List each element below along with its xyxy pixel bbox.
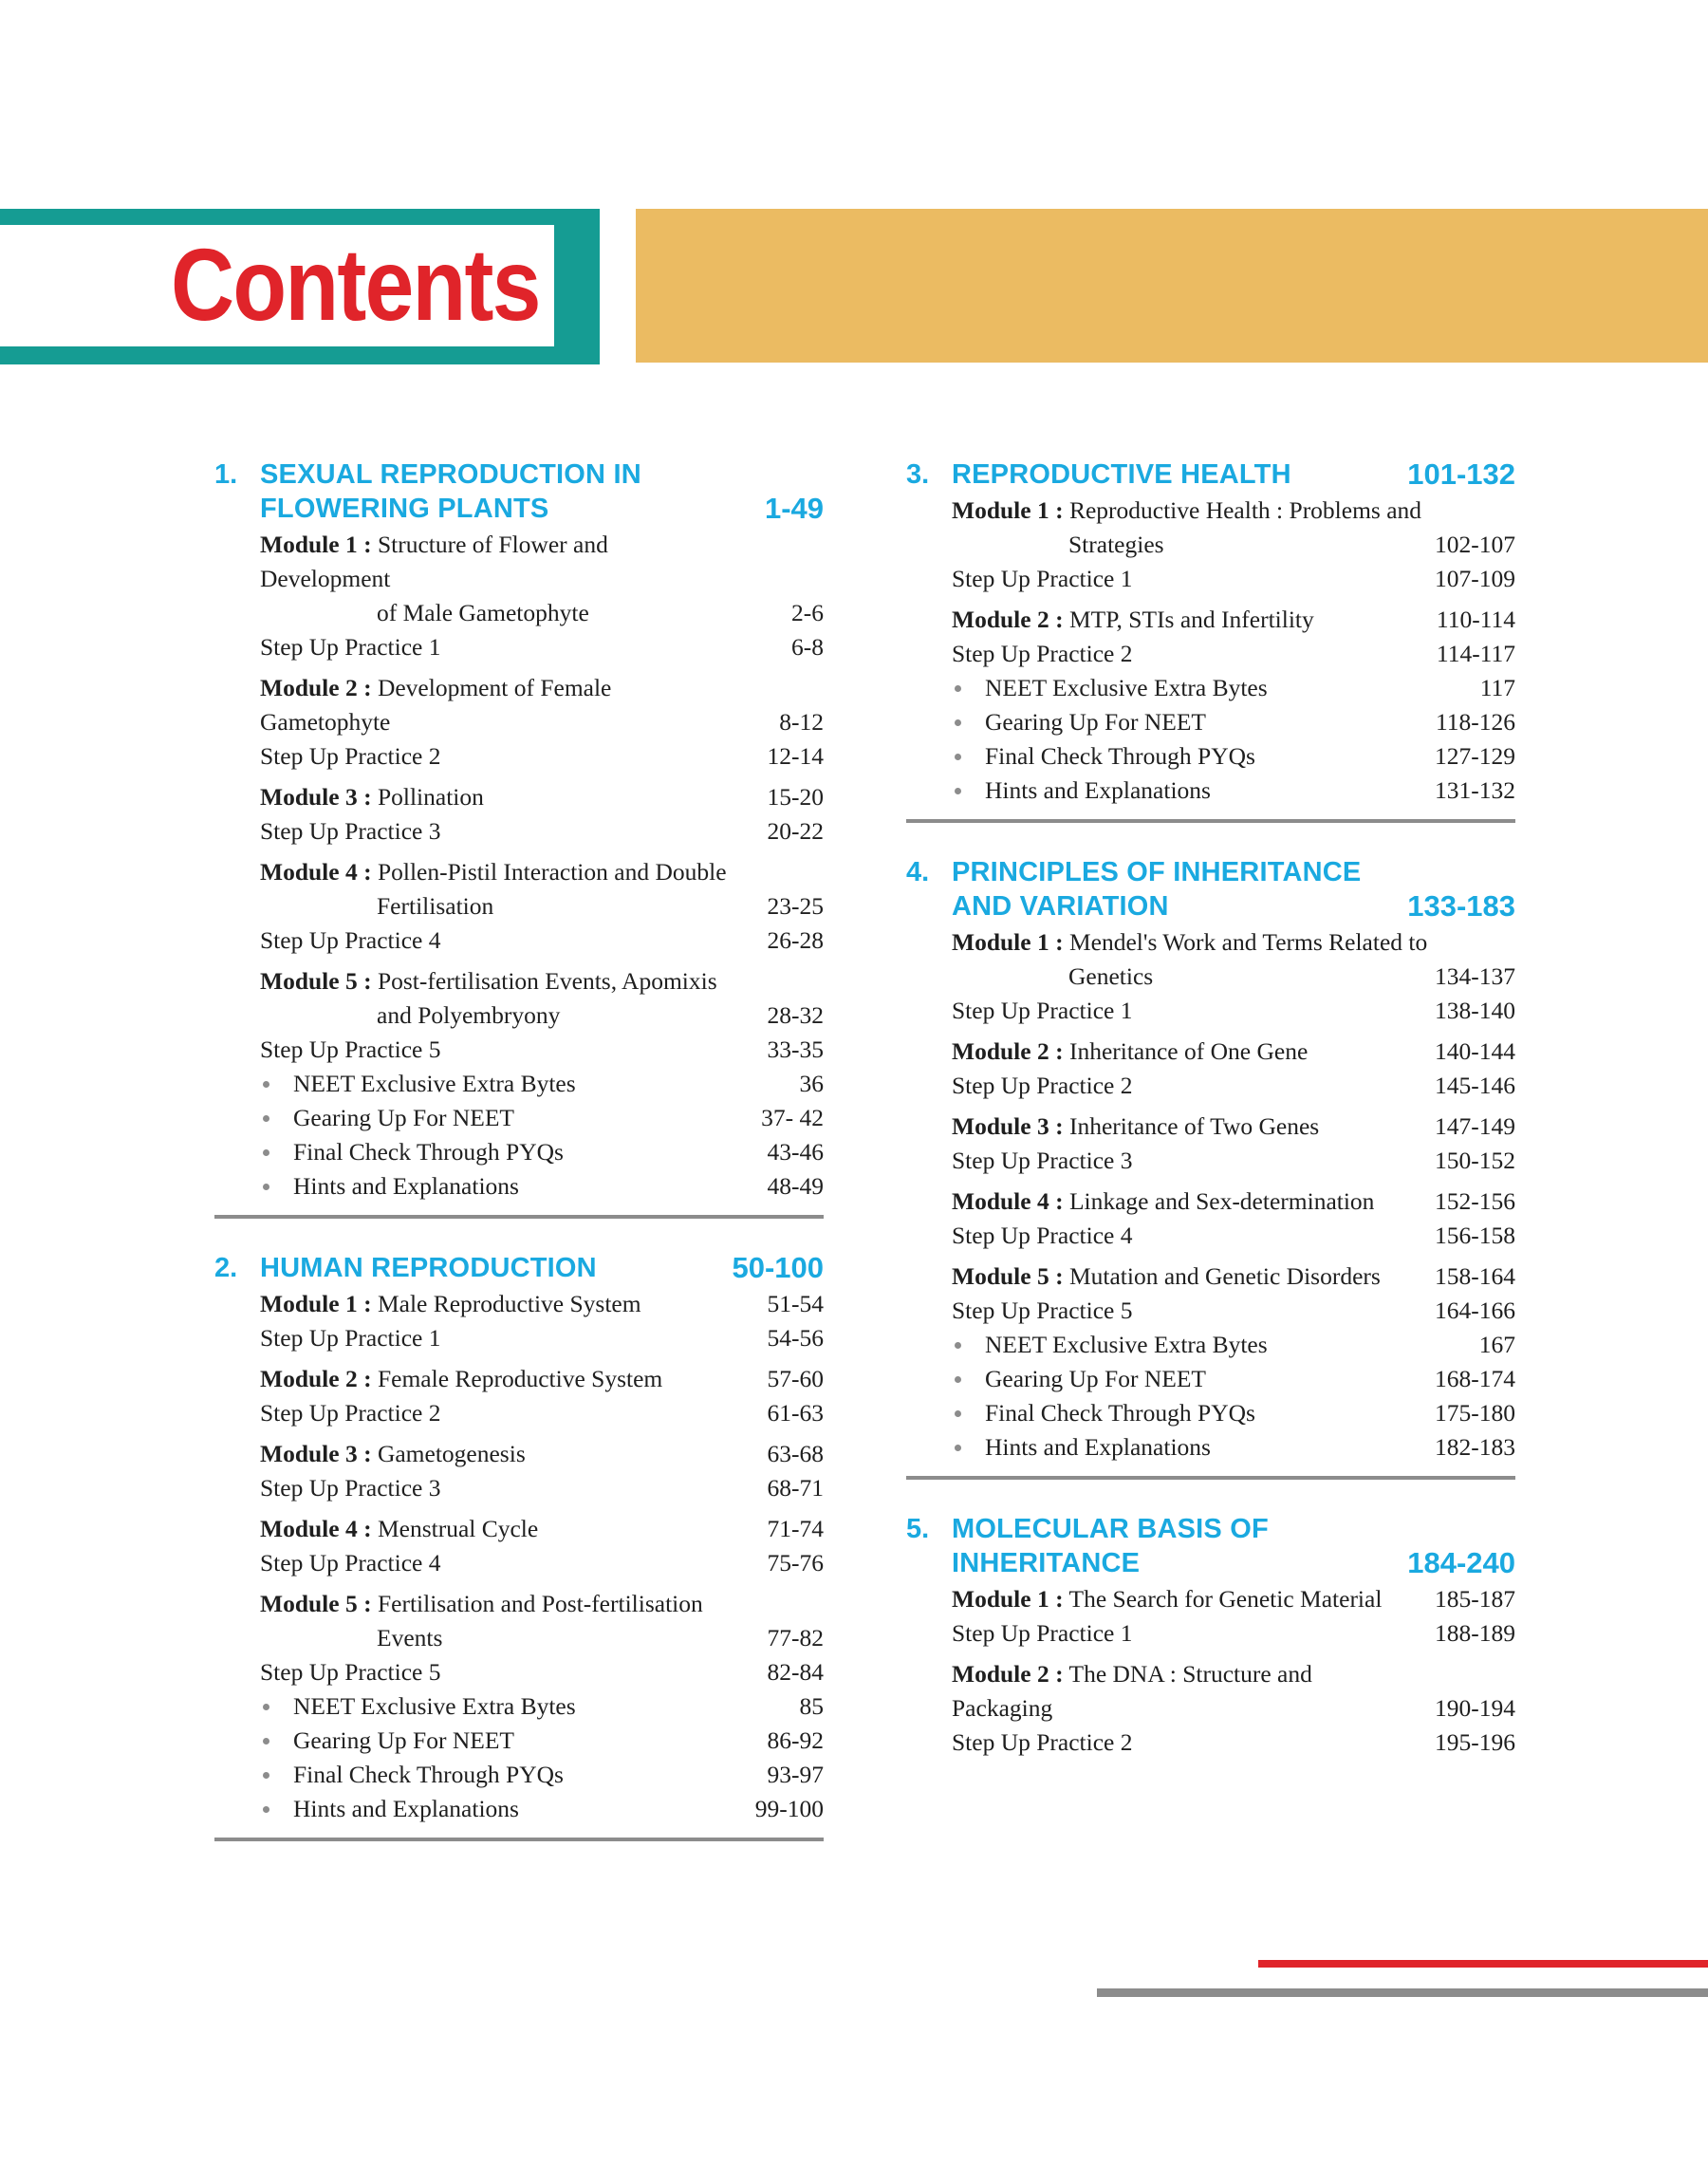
entry-title: Gearing Up For NEET — [293, 1104, 514, 1131]
practice-entry — [260, 739, 824, 774]
module-label: Module 2 : — [260, 674, 372, 701]
module-label: Module 2 : — [952, 606, 1064, 633]
entry-title: Mutation and Genetic Disorders — [1068, 1262, 1381, 1290]
chapter-pages: 1-49 — [764, 492, 824, 525]
entry-pages: 140-144 — [1435, 1037, 1515, 1065]
module-label: Module 4 : — [260, 1515, 372, 1542]
practice-entry — [952, 637, 1515, 671]
module-label: Module 4 : — [260, 858, 372, 886]
entry-text — [952, 1110, 1430, 1144]
entry-title: Step Up Practice 4 — [260, 1549, 441, 1577]
chapter-section — [906, 457, 1515, 823]
entry-text — [260, 855, 738, 924]
entry-pages: 188-189 — [1435, 1619, 1515, 1647]
entry-text — [260, 924, 738, 958]
entry-pages: 28-32 — [767, 1001, 824, 1029]
module-label: Module 5 : — [952, 1262, 1064, 1290]
extra-entry — [260, 1792, 824, 1826]
entry-text — [260, 671, 738, 739]
entry-text — [260, 528, 738, 630]
entry-title-continued: Strategies — [1068, 531, 1164, 558]
entry-title: NEET Exclusive Extra Bytes — [293, 1692, 576, 1720]
entry-pages: 93-97 — [767, 1761, 824, 1788]
entry-pages: 43-46 — [767, 1138, 824, 1166]
module-entry — [260, 1362, 824, 1396]
entry-title: Female Reproductive System — [377, 1365, 663, 1392]
entry-title: Step Up Practice 2 — [260, 742, 441, 770]
module-entry — [952, 603, 1515, 637]
module-entry — [952, 1259, 1515, 1294]
extra-entry — [260, 1689, 824, 1724]
entry-text — [952, 637, 1430, 671]
practice-entry — [260, 1396, 824, 1430]
entry-title: Step Up Practice 3 — [260, 1474, 441, 1502]
practice-entry — [260, 1033, 824, 1067]
practice-entry — [952, 1294, 1515, 1328]
practice-entry — [260, 1546, 824, 1580]
practice-entry — [952, 1219, 1515, 1253]
entry-pages: 51-54 — [767, 1290, 824, 1317]
entry-list — [214, 528, 824, 1203]
entry-text — [952, 1144, 1430, 1178]
chapter-section — [906, 855, 1515, 1480]
entry-title-continued: Fertilisation — [377, 892, 494, 920]
module-entry — [952, 1657, 1515, 1726]
entry-pages: 190-194 — [1435, 1694, 1515, 1722]
entry-text — [952, 1726, 1430, 1760]
entry-pages: 61-63 — [767, 1399, 824, 1427]
chapter-section — [214, 1251, 824, 1841]
entry-title: MTP, STIs and Infertility — [1068, 606, 1314, 633]
practice-entry — [260, 924, 824, 958]
entry-list — [214, 1287, 824, 1826]
entry-text — [260, 1321, 738, 1355]
chapter-section — [906, 1512, 1515, 1760]
entry-title: Step Up Practice 2 — [952, 1728, 1133, 1756]
chapter-title: MOLECULAR BASIS OF INHERITANCE — [952, 1514, 1269, 1578]
entry-pages: 195-196 — [1435, 1728, 1515, 1756]
entry-pages: 2-6 — [791, 599, 824, 626]
entry-title: Gearing Up For NEET — [985, 708, 1206, 736]
module-label: Module 2 : — [952, 1037, 1064, 1065]
entry-pages: 150-152 — [1435, 1147, 1515, 1174]
extra-entry — [952, 1430, 1515, 1465]
chapter-heading — [906, 855, 1515, 924]
entry-title-continued: and Polyembryony — [377, 1001, 561, 1029]
entry-title: Gearing Up For NEET — [985, 1365, 1206, 1392]
entry-title: NEET Exclusive Extra Bytes — [985, 674, 1268, 701]
entry-title: Inheritance of Two Genes — [1068, 1112, 1320, 1140]
chapter-title: HUMAN REPRODUCTION — [260, 1253, 597, 1283]
entry-text — [260, 1169, 738, 1203]
module-label: Module 1 : — [260, 531, 372, 558]
module-entry — [260, 1587, 824, 1655]
entry-pages: 167 — [1478, 1331, 1515, 1358]
extra-entry — [260, 1067, 824, 1101]
entry-text — [952, 925, 1430, 994]
page-title: Contents — [171, 227, 540, 342]
entry-title: Step Up Practice 1 — [952, 565, 1133, 592]
header-gold-band — [636, 209, 1708, 363]
entry-pages: 175-180 — [1435, 1399, 1515, 1427]
entry-pages: 6-8 — [791, 633, 824, 661]
entry-pages: 114-117 — [1436, 640, 1515, 667]
entry-pages: 127-129 — [1435, 742, 1515, 770]
entry-text — [260, 814, 738, 849]
entry-text — [952, 1259, 1430, 1294]
entry-title: NEET Exclusive Extra Bytes — [293, 1070, 576, 1097]
entry-pages: 158-164 — [1435, 1262, 1515, 1290]
entry-text — [260, 1067, 738, 1101]
entry-text — [952, 774, 1430, 808]
entry-pages: 57-60 — [767, 1365, 824, 1392]
entry-title: Pollen-Pistil Interaction and Double — [377, 858, 727, 886]
entry-title: Hints and Explanations — [293, 1172, 519, 1200]
entry-title: Final Check Through PYQs — [985, 742, 1255, 770]
practice-entry — [952, 1144, 1515, 1178]
extra-entry — [952, 1396, 1515, 1430]
entry-pages: 82-84 — [767, 1658, 824, 1686]
entry-pages: 145-146 — [1435, 1072, 1515, 1099]
entry-pages: 36 — [799, 1070, 824, 1097]
module-label: Module 5 : — [260, 1590, 372, 1617]
practice-entry — [260, 1321, 824, 1355]
entry-text — [952, 1430, 1430, 1465]
chapter-heading — [906, 457, 1515, 492]
chapter-heading — [214, 457, 824, 526]
entry-pages: 131-132 — [1435, 776, 1515, 804]
extra-entry — [952, 671, 1515, 705]
practice-entry — [260, 1471, 824, 1505]
entry-pages: 147-149 — [1435, 1112, 1515, 1140]
module-entry — [260, 855, 824, 924]
entry-title: Development of Female Gametophyte — [260, 674, 612, 736]
extra-entry — [260, 1724, 824, 1758]
entry-text — [952, 603, 1430, 637]
entry-text — [260, 1546, 738, 1580]
entry-title: Step Up Practice 1 — [952, 1619, 1133, 1647]
module-entry — [260, 1287, 824, 1321]
entry-list — [906, 925, 1515, 1465]
entry-text — [260, 1587, 738, 1655]
entry-pages: 168-174 — [1435, 1365, 1515, 1392]
entry-text — [260, 630, 738, 664]
chapter-title: PRINCIPLES OF INHERITANCE AND VARIATION — [952, 857, 1362, 922]
chapter-heading — [214, 1251, 824, 1285]
entry-title: Reproductive Health : Problems and — [1068, 496, 1422, 524]
extra-entry — [952, 1328, 1515, 1362]
entry-text — [952, 1582, 1430, 1616]
chapter-pages: 184-240 — [1407, 1546, 1515, 1579]
entry-text — [260, 1689, 738, 1724]
chapter-section — [214, 457, 824, 1219]
chapter-title: REPRODUCTIVE HEALTH — [952, 459, 1291, 490]
entry-title: Male Reproductive System — [377, 1290, 641, 1317]
entry-title: Inheritance of One Gene — [1068, 1037, 1309, 1065]
module-entry — [260, 780, 824, 814]
practice-entry — [260, 1655, 824, 1689]
entry-title: Menstrual Cycle — [377, 1515, 539, 1542]
entry-title: Step Up Practice 3 — [260, 817, 441, 845]
entry-title: Fertilisation and Post-fertilisation — [377, 1590, 703, 1617]
entry-text — [260, 1512, 738, 1546]
entry-pages: 118-126 — [1435, 708, 1515, 736]
entry-title: Step Up Practice 2 — [260, 1399, 441, 1427]
entry-pages: 117 — [1479, 674, 1515, 701]
module-entry — [260, 1437, 824, 1471]
extra-entry — [952, 774, 1515, 808]
footer-grey-line — [1097, 1988, 1708, 1997]
practice-entry — [260, 630, 824, 664]
extra-entry — [260, 1169, 824, 1203]
entry-pages: 156-158 — [1435, 1222, 1515, 1249]
entry-pages: 8-12 — [779, 708, 824, 736]
contents-left-column — [214, 457, 824, 1841]
chapter-pages: 133-183 — [1407, 889, 1515, 923]
entry-pages: 23-25 — [767, 892, 824, 920]
extra-entry — [952, 1362, 1515, 1396]
entry-pages: 54-56 — [767, 1324, 824, 1352]
chapter-number: 3. — [906, 459, 930, 490]
entry-text — [260, 1033, 738, 1067]
entry-pages: 33-35 — [767, 1036, 824, 1063]
module-label: Module 3 : — [260, 783, 372, 811]
practice-entry — [952, 1726, 1515, 1760]
entry-pages: 86-92 — [767, 1726, 824, 1754]
module-entry — [952, 494, 1515, 562]
entry-title: Post-fertilisation Events, Apomixis — [377, 967, 717, 995]
chapter-pages: 101-132 — [1407, 457, 1515, 491]
module-entry — [260, 964, 824, 1033]
entry-list — [906, 494, 1515, 808]
entry-pages: 15-20 — [767, 783, 824, 811]
entry-text — [952, 705, 1430, 739]
module-label: Module 2 : — [952, 1660, 1064, 1688]
module-entry — [952, 1582, 1515, 1616]
entry-text — [260, 1396, 738, 1430]
entry-text — [260, 1724, 738, 1758]
entry-title: Linkage and Sex-determination — [1068, 1187, 1375, 1215]
entry-pages: 71-74 — [767, 1515, 824, 1542]
extra-entry — [952, 739, 1515, 774]
entry-title: Final Check Through PYQs — [293, 1138, 564, 1166]
entry-title: NEET Exclusive Extra Bytes — [985, 1331, 1268, 1358]
module-entry — [952, 1110, 1515, 1144]
entry-pages: 85 — [799, 1692, 824, 1720]
chapter-pages: 50-100 — [732, 1251, 824, 1284]
entry-pages: 102-107 — [1435, 531, 1515, 558]
entry-text — [260, 1101, 738, 1135]
entry-text — [260, 1792, 738, 1826]
entry-pages: 37- 42 — [761, 1104, 824, 1131]
entry-title: Step Up Practice 1 — [260, 633, 441, 661]
entry-title: Step Up Practice 1 — [260, 1324, 441, 1352]
module-label: Module 1 : — [952, 496, 1064, 524]
entry-text — [260, 1471, 738, 1505]
entry-text — [260, 1135, 738, 1169]
entry-pages: 12-14 — [767, 742, 824, 770]
module-label: Module 1 : — [952, 1585, 1064, 1613]
entry-pages: 20-22 — [767, 817, 824, 845]
entry-title-continued: Events — [377, 1624, 443, 1651]
entry-text — [952, 1219, 1430, 1253]
entry-text — [952, 994, 1430, 1028]
module-label: Module 1 : — [260, 1290, 372, 1317]
module-label: Module 4 : — [952, 1187, 1064, 1215]
entry-title: Step Up Practice 2 — [952, 640, 1133, 667]
entry-text — [952, 1362, 1430, 1396]
module-entry — [260, 528, 824, 630]
entry-title: Step Up Practice 5 — [260, 1658, 441, 1686]
entry-pages: 26-28 — [767, 926, 824, 954]
entry-title: Gearing Up For NEET — [293, 1726, 514, 1754]
entry-pages: 63-68 — [767, 1440, 824, 1467]
entry-title-continued: Genetics — [1068, 962, 1154, 990]
entry-title: Hints and Explanations — [985, 776, 1211, 804]
entry-text — [260, 1287, 738, 1321]
entry-text — [952, 1616, 1430, 1651]
chapter-heading — [906, 1512, 1515, 1580]
entry-text — [952, 1396, 1430, 1430]
entry-pages: 182-183 — [1435, 1433, 1515, 1461]
chapter-number: 5. — [906, 1514, 930, 1544]
module-entry — [952, 1185, 1515, 1219]
entry-text — [952, 1035, 1430, 1069]
entry-title-continued: of Male Gametophyte — [377, 599, 589, 626]
extra-entry — [260, 1135, 824, 1169]
entry-title: Final Check Through PYQs — [985, 1399, 1255, 1427]
entry-text — [952, 1328, 1430, 1362]
entry-text — [260, 1655, 738, 1689]
entry-pages: 107-109 — [1435, 565, 1515, 592]
module-label: Module 1 : — [952, 928, 1064, 956]
entry-title: Step Up Practice 1 — [952, 997, 1133, 1024]
entry-title: Step Up Practice 2 — [952, 1072, 1133, 1099]
module-entry — [260, 671, 824, 739]
entry-title: Step Up Practice 5 — [952, 1297, 1133, 1324]
entry-text — [952, 562, 1430, 596]
entry-pages: 134-137 — [1435, 962, 1515, 990]
extra-entry — [952, 705, 1515, 739]
extra-entry — [260, 1101, 824, 1135]
entry-pages: 68-71 — [767, 1474, 824, 1502]
entry-pages: 138-140 — [1435, 997, 1515, 1024]
entry-title: Mendel's Work and Terms Related to — [1068, 928, 1428, 956]
entry-title: Step Up Practice 4 — [260, 926, 441, 954]
chapter-number: 4. — [906, 857, 930, 887]
entry-title: The Search for Genetic Material — [1068, 1585, 1383, 1613]
chapter-number: 2. — [214, 1253, 238, 1283]
chapter-title: SEXUAL REPRODUCTION IN FLOWERING PLANTS — [260, 459, 641, 524]
module-entry — [952, 1035, 1515, 1069]
module-entry — [952, 925, 1515, 994]
entry-text — [952, 739, 1430, 774]
entry-title: Step Up Practice 5 — [260, 1036, 441, 1063]
entry-pages: 77-82 — [767, 1624, 824, 1651]
entry-pages: 110-114 — [1436, 606, 1515, 633]
entry-text — [260, 739, 738, 774]
entry-pages: 152-156 — [1435, 1187, 1515, 1215]
entry-title: Step Up Practice 3 — [952, 1147, 1133, 1174]
entry-pages: 48-49 — [767, 1172, 824, 1200]
entry-text — [260, 780, 738, 814]
footer-red-line — [1258, 1960, 1708, 1968]
entry-text — [260, 964, 738, 1033]
entry-text — [952, 1069, 1430, 1103]
module-entry — [260, 1512, 824, 1546]
entry-title: Structure of Flower and Development — [260, 531, 608, 592]
entry-title: Hints and Explanations — [293, 1795, 519, 1822]
module-label: Module 5 : — [260, 967, 372, 995]
entry-text — [952, 1185, 1430, 1219]
practice-entry — [952, 1616, 1515, 1651]
entry-pages: 185-187 — [1435, 1585, 1515, 1613]
entry-text — [952, 671, 1430, 705]
entry-text — [952, 494, 1430, 562]
entry-text — [952, 1294, 1430, 1328]
entry-title: The DNA : Structure and — [1068, 1660, 1312, 1688]
module-label: Module 3 : — [952, 1112, 1064, 1140]
extra-entry — [260, 1758, 824, 1792]
chapter-number: 1. — [214, 459, 238, 490]
entry-list — [906, 1582, 1515, 1760]
practice-entry — [952, 1069, 1515, 1103]
entry-title: Hints and Explanations — [985, 1433, 1211, 1461]
practice-entry — [952, 562, 1515, 596]
entry-text — [260, 1758, 738, 1792]
entry-pages: 99-100 — [754, 1795, 824, 1822]
practice-entry — [952, 994, 1515, 1028]
practice-entry — [260, 814, 824, 849]
entry-title: Gametogenesis — [377, 1440, 526, 1467]
entry-title: Final Check Through PYQs — [293, 1761, 564, 1788]
entry-text — [952, 1657, 1430, 1726]
entry-title-continued: Packaging — [952, 1694, 1053, 1722]
entry-text — [260, 1362, 738, 1396]
entry-pages: 164-166 — [1435, 1297, 1515, 1324]
module-label: Module 3 : — [260, 1440, 372, 1467]
contents-right-column — [906, 457, 1515, 1760]
entry-pages: 75-76 — [767, 1549, 824, 1577]
module-label: Module 2 : — [260, 1365, 372, 1392]
entry-title: Pollination — [377, 783, 484, 811]
entry-title: Step Up Practice 4 — [952, 1222, 1133, 1249]
entry-text — [260, 1437, 738, 1471]
